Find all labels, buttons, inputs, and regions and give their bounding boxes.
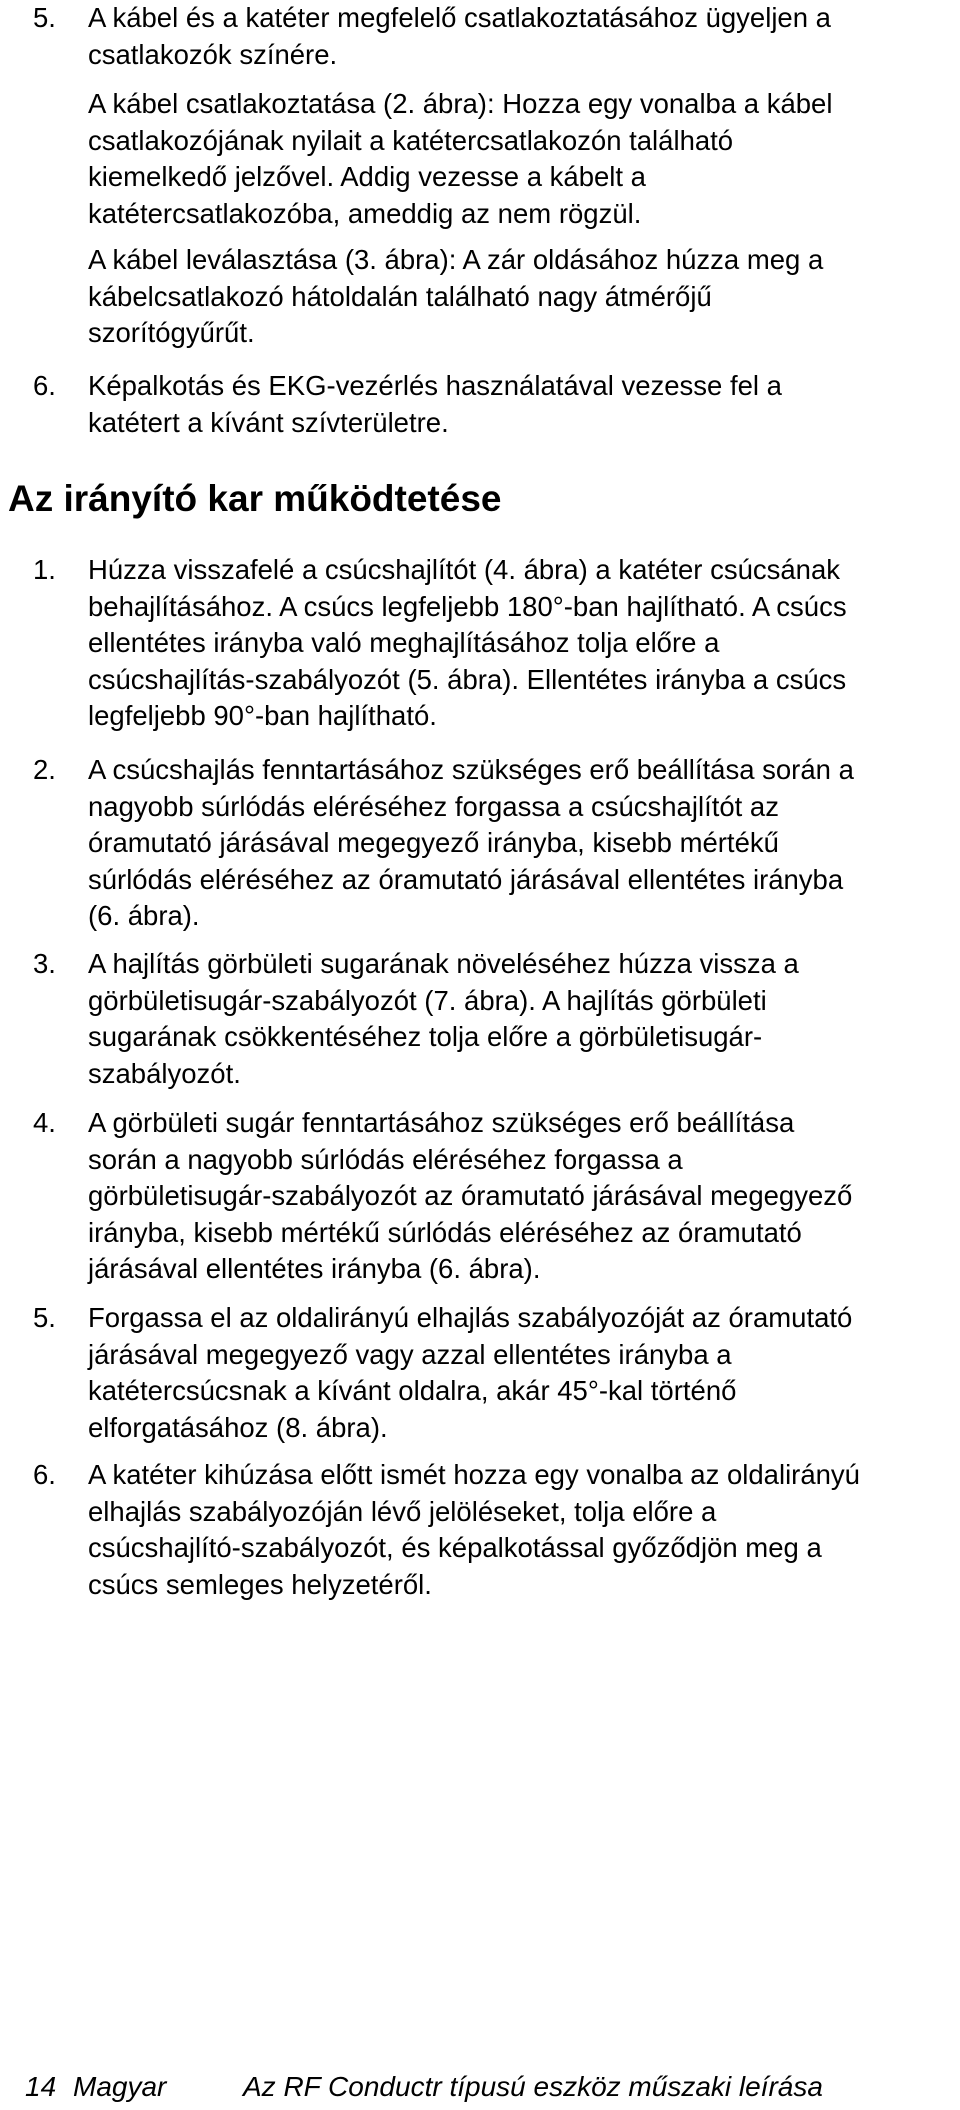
- text-line: kiemelkedő jelzővel. Addig vezesse a kábelt a: [88, 161, 646, 192]
- text-line: katétercsúcsnak a kívánt oldalra, akár 45°-kal történő: [88, 1375, 737, 1406]
- text-line: szabályozót.: [88, 1057, 241, 1089]
- list-number: 4.: [33, 1107, 56, 1138]
- footer-language: Magyar: [73, 2071, 167, 2102]
- section-heading: Az irányító kar működtetése: [8, 478, 502, 519]
- text-line: óramutató járásával megegyező irányba, kisebb mértékű: [88, 827, 779, 858]
- text-line: behajlításához. A csúcs legfeljebb 180°-ban hajlítható. A csúcs: [88, 590, 847, 622]
- list-number: 6.: [33, 1459, 56, 1490]
- text-line: ellentétes irányba való meghajlításához tolja előre a: [88, 627, 720, 658]
- list-item-text: [88, 368, 948, 441]
- text-line: A kábel leválasztása (3. ábra): A zár oldásához húzza meg a: [88, 244, 824, 275]
- text-line: legfeljebb 90°-ban hajlítható.: [88, 700, 437, 731]
- list-item-text: [88, 752, 948, 935]
- text-line: A csúcshajlás fenntartásához szükséges erő beállítása során a: [88, 754, 854, 785]
- page-number: 14: [25, 2071, 57, 2102]
- text-line: Forgassa el az oldalirányú elhajlás szabályozóját az óramutató: [88, 1302, 853, 1333]
- list-number: 1.: [33, 554, 56, 585]
- text-line: elhajlás szabályozóján lévő jelöléseket, tolja előre a: [88, 1495, 717, 1527]
- list-item-text: [88, 946, 948, 1092]
- paragraph-cable-disconnect: [88, 242, 948, 352]
- text-line: járásával megegyező vagy azzal ellentétes irányba a: [88, 1338, 732, 1370]
- text-line: nagyobb súrlódás eléréséhez forgassa a csúcshajlítót az: [88, 790, 779, 822]
- list-number: 3.: [33, 948, 56, 979]
- text-line: járásával ellentétes irányba (6. ábra).: [88, 1253, 541, 1284]
- list-number: 2.: [33, 754, 56, 785]
- footer-document-title: Az RF Conductr típusú eszköz műszaki leírása: [243, 2071, 823, 2102]
- text-line: csúcshajlítás-szabályozót (5. ábra). Ellentétes irányba a csúcs: [88, 663, 847, 695]
- text-line: A kábel és a katéter megfelelő csatlakoztatásához ügyeljen a: [88, 2, 831, 33]
- text-line: katétert a kívánt szívterületre.: [88, 406, 449, 438]
- text-line: A görbületi sugár fenntartásához szükséges erő beállítása: [88, 1107, 795, 1138]
- list-item-text: [88, 552, 948, 735]
- list-item-text: [88, 1300, 948, 1446]
- text-line: A hajlítás görbületi sugarának növeléséhez húzza vissza a: [88, 948, 799, 979]
- list-item-text: [88, 0, 948, 73]
- text-line: elforgatásához (8. ábra).: [88, 1411, 388, 1443]
- text-line: Képalkotás és EKG-vezérlés használatával vezesse fel a: [88, 370, 782, 401]
- text-line: súrlódás eléréséhez az óramutató járásával ellentétes irányba: [88, 863, 844, 895]
- text-line: A katéter kihúzása előtt ismét hozza egy vonalba az oldalirányú: [88, 1459, 860, 1490]
- text-line: A kábel csatlakoztatása (2. ábra): Hozza egy vonalba a kábel: [88, 88, 833, 119]
- text-line: irányba, kisebb mértékű súrlódás eléréséhez az óramutató: [88, 1216, 802, 1248]
- list-number: 5.: [33, 1302, 56, 1333]
- text-line: során a nagyobb súrlódás eléréséhez forgassa a: [88, 1143, 683, 1175]
- text-line: csúcshajlító-szabályozót, és képalkotással győződjön meg a: [88, 1532, 822, 1563]
- text-line: kábelcsatlakozó hátoldalán található nagy átmérőjű: [88, 280, 712, 312]
- text-line: görbületisugár-szabályozót az óramutató járásával megegyező: [88, 1180, 853, 1211]
- text-line: csúcs semleges helyzetéről.: [88, 1568, 432, 1600]
- text-line: katétercsatlakozóba, ameddig az nem rögzül.: [88, 197, 642, 229]
- text-line: szorítógyűrűt.: [88, 317, 255, 348]
- text-line: sugarának csökkentéséhez tolja előre a görbületisugár-: [88, 1021, 763, 1052]
- list-number: 6.: [33, 370, 56, 401]
- list-item-text: [88, 1457, 948, 1603]
- list-item-text: [88, 1105, 948, 1288]
- text-line: Húzza visszafelé a csúcshajlítót (4. ábra) a katéter csúcsának: [88, 554, 841, 585]
- text-line: csatlakozójának nyilait a katétercsatlakozón található: [88, 124, 734, 156]
- list-number: 5.: [33, 2, 56, 33]
- text-line: görbületisugár-szabályozót (7. ábra). A hajlítás görbületi: [88, 984, 767, 1016]
- text-line: (6. ábra).: [88, 900, 200, 931]
- paragraph-cable-connect: [88, 86, 948, 232]
- text-line: csatlakozók színére.: [88, 38, 338, 70]
